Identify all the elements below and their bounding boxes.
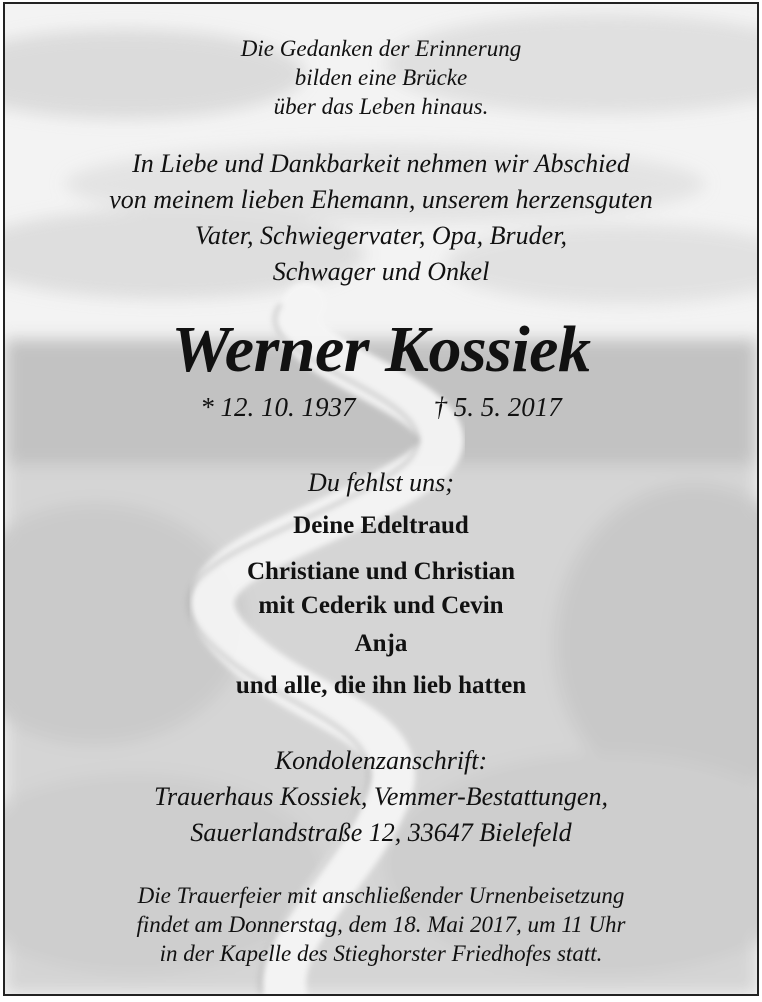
family-members — [5, 555, 757, 623]
obituary-text — [5, 4, 757, 968]
poem-line: über das Leben hinaus. — [273, 94, 489, 119]
obituary-notice — [3, 2, 759, 996]
intro-line: In Liebe und Dankbarkeit nehmen wir Abschied — [132, 149, 630, 178]
farewell-intro — [5, 146, 757, 290]
family-member: mit Cederik und Cevin — [258, 592, 504, 619]
missed-line: Du fehlst uns; — [308, 468, 454, 497]
family-member: Anja — [354, 630, 408, 657]
family-member: Deine Edeltraud — [293, 512, 469, 539]
death-date: † 5. 5. 2017 — [433, 392, 562, 422]
birth-date: * 12. 10. 1937 — [200, 392, 356, 422]
poem-line: bilden eine Brücke — [294, 65, 468, 90]
life-dates — [5, 391, 757, 423]
ceremony-line: findet am Donnerstag, dem 18. Mai 2017, um 11 Uhr — [136, 912, 626, 937]
ceremony-line: in der Kapelle des Stieghorster Friedhofes statt. — [159, 941, 603, 966]
poem-line: Die Gedanken der Erinnerung — [240, 36, 522, 61]
intro-line: Vater, Schwiegervater, Opa, Bruder, — [195, 221, 567, 250]
funeral-ceremony-info — [5, 881, 757, 968]
condolence-line: Trauerhaus Kossiek, Vemmer-Bestattungen, — [154, 782, 608, 811]
family-member: Christiane und Christian — [246, 558, 516, 585]
condolence-address — [5, 743, 757, 851]
intro-line: von meinem lieben Ehemann, unserem herzensguten — [109, 185, 653, 214]
intro-line: Schwager und Onkel — [272, 257, 490, 286]
family-member: und alle, die ihn lieb hatten — [235, 672, 527, 699]
ceremony-line: Die Trauerfeier mit anschließender Urnenbeisetzung — [137, 883, 625, 908]
deceased-name: Werner Kossiek — [171, 313, 591, 386]
condolence-line: Kondolenzanschrift: — [274, 746, 488, 775]
condolence-line: Sauerlandstraße 12, 33647 Bielefeld — [190, 818, 572, 847]
poem — [5, 4, 757, 121]
